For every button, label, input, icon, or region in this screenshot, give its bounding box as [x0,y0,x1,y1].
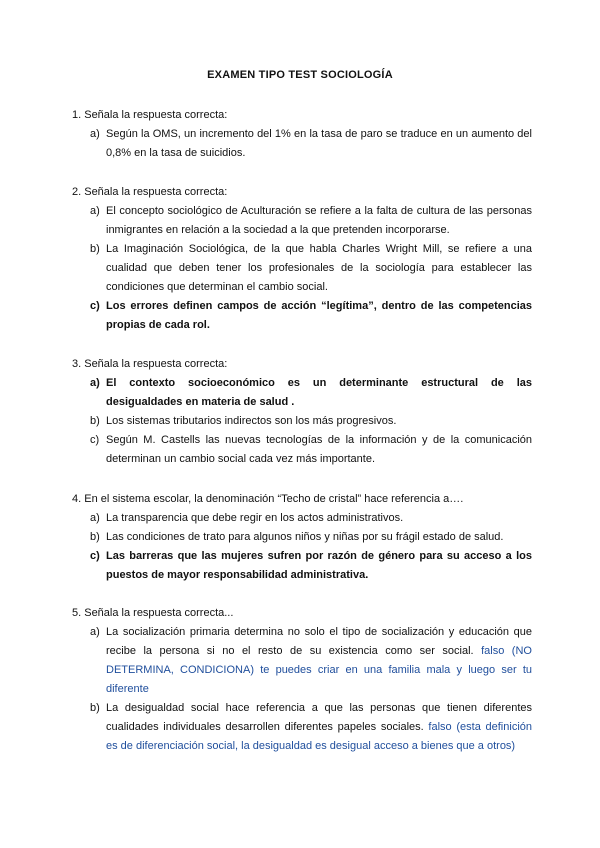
option-c [72,297,532,335]
option-b [72,699,532,756]
option-text: El concepto sociológico de Aculturación se refiere a la falta de cultura de las personas inmigrantes en relación a la sociedad a la que pretenden incorporarse. [106,205,532,236]
question-2 [72,183,532,335]
option-text: Según M. Castells las nuevas tecnologías de la información y de la comunicación determinan un cambio social cada vez más importante. [106,434,532,465]
option-text: El contexto socioeconómico es un determinante estructural de las desigualdades en materia de salud . [106,377,532,408]
option-letter: b) [90,415,100,427]
question-5 [72,604,532,756]
option-a [72,125,532,163]
option-list [72,509,532,585]
question-stem: 5. Señala la respuesta correcta... [72,607,234,619]
question-stem: 1. Señala la respuesta correcta: [72,109,228,121]
option-letter: a) [90,205,100,217]
option-list [72,202,532,335]
question-stem: 2. Señala la respuesta correcta: [72,186,228,198]
option-a [72,374,532,412]
option-letter: a) [90,377,100,389]
option-list [72,374,532,469]
option-c [72,547,532,585]
option-text: Los sistemas tributarios indirectos son los más progresivos. [106,415,397,427]
option-letter: a) [90,626,100,638]
answer-note: falso (esta definición es de diferenciación social, la desigualdad es desigual acceso a bienes que a otros) [106,721,532,752]
option-list [72,125,532,163]
option-text: La socialización primaria determina no solo el tipo de socialización y educación que recibe la persona si no el resto de su existencia como ser social. [106,626,532,657]
question-stem: 4. En el sistema escolar, la denominación “Techo de cristal” hace referencia a…. [72,493,464,505]
option-text: Los errores definen campos de acción “legítima”, dentro de las competencias propias de cada rol. [106,300,532,331]
option-letter: c) [90,300,100,312]
question-stem: 3. Señala la respuesta correcta: [72,358,228,370]
option-letter: c) [90,550,100,562]
option-text: La Imaginación Sociológica, de la que habla Charles Wright Mill, se refiere a una cualidad que deben tener los profesionales de la sociología para establecer las condiciones que determinan el cambio social. [106,243,532,293]
option-letter: b) [90,702,100,714]
option-letter: b) [90,531,100,543]
option-letter: b) [90,243,100,255]
option-list [72,623,532,756]
option-text: La desigualdad social hace referencia a que las personas que tienen diferentes cualidades individuales desarrollen diferentes papeles sociales. [106,702,532,733]
option-a [72,509,532,528]
option-text: Según la OMS, un incremento del 1% en la tasa de paro se traduce en un aumento del 0,8% en la tasa de suicidios. [106,128,532,159]
answer-note: falso (NO DETERMINA, CONDICIONA) te puedes criar en una familia mala y luego ser tu diferente [106,645,532,695]
option-text: Las barreras que las mujeres sufren por razón de género para su acceso a los puestos de mayor responsabilidad administrativa. [106,550,532,581]
option-a [72,202,532,240]
option-text: Las condiciones de trato para algunos niños y niñas por su frágil estado de salud. [106,531,504,543]
question-3 [72,355,532,469]
option-letter: c) [90,434,100,446]
option-c [72,431,532,469]
question-1 [72,106,532,163]
option-b [72,412,532,431]
document-title: EXAMEN TIPO TEST SOCIOLOGÍA [207,69,393,81]
option-a [72,623,532,699]
option-b [72,528,532,547]
question-4 [72,490,532,585]
option-letter: a) [90,512,100,524]
option-b [72,240,532,297]
option-text: La transparencia que debe regir en los actos administrativos. [106,512,404,524]
option-letter: a) [90,128,100,140]
